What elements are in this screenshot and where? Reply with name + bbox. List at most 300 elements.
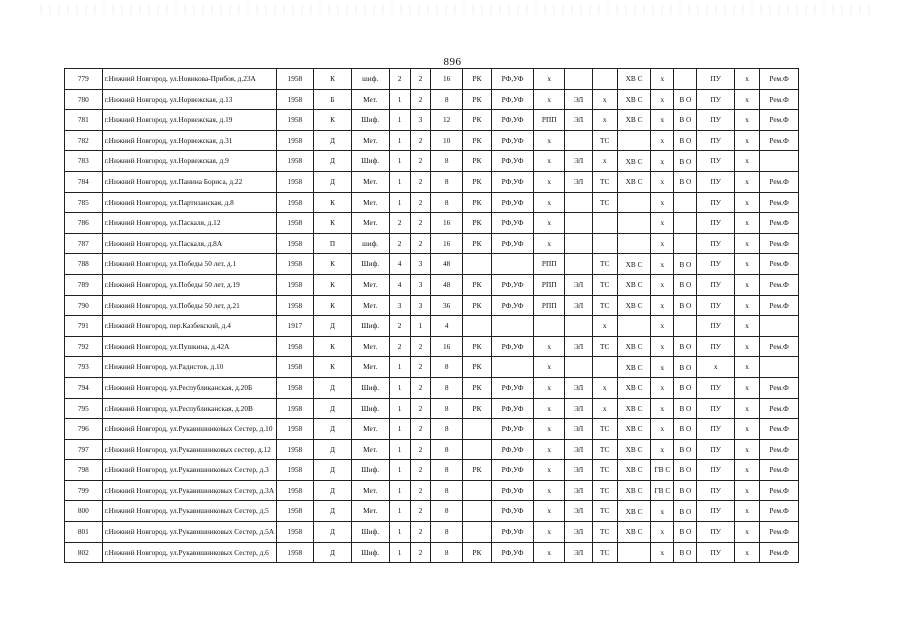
- hot-water-cell: х: [651, 336, 674, 357]
- row-number-cell: 779: [65, 69, 103, 90]
- heating-cell: х: [592, 89, 617, 110]
- hot-water-cell: х: [651, 254, 674, 275]
- wall-material-cell: К: [314, 69, 352, 90]
- apartments-cell: 8: [431, 501, 462, 522]
- table-row: [65, 542, 799, 563]
- year-cell: 1958: [276, 110, 314, 131]
- year-cell: 1958: [276, 274, 314, 295]
- hot-water-cell: х: [651, 377, 674, 398]
- table-row: [65, 151, 799, 172]
- floors-cell: 2: [410, 460, 431, 481]
- metering-cell: ПУ: [697, 89, 735, 110]
- table-row: [65, 522, 799, 543]
- table-row: [65, 192, 799, 213]
- sewerage-cell: В О: [674, 542, 697, 563]
- floors-cell: 2: [410, 480, 431, 501]
- electric-cell: [565, 213, 592, 234]
- electric-cell: [565, 233, 592, 254]
- roof-material-cell: Мет.: [351, 130, 389, 151]
- address-cell: г.Нижний Новгород, ул.Республиканская, д.20Б: [102, 377, 276, 398]
- floors-cell: 3: [410, 110, 431, 131]
- facade-cell: РФ,УФ: [492, 419, 534, 440]
- roof-material-cell: Шиф.: [351, 316, 389, 337]
- repair-fund-cell: [760, 151, 799, 172]
- wall-material-cell: Д: [314, 151, 352, 172]
- apartments-cell: 4: [431, 316, 462, 337]
- row-number-cell: 799: [65, 480, 103, 501]
- apartments-cell: 8: [431, 419, 462, 440]
- metering-cell: ПУ: [697, 171, 735, 192]
- sewerage-cell: В О: [674, 171, 697, 192]
- wall-material-cell: К: [314, 192, 352, 213]
- sewerage-cell: В О: [674, 357, 697, 378]
- sewerage-cell: В О: [674, 419, 697, 440]
- floors-cell: 2: [410, 151, 431, 172]
- entrances-cell: 1: [389, 439, 410, 460]
- heating-cell: ТС: [592, 419, 617, 440]
- entrances-cell: 2: [389, 316, 410, 337]
- row-number-cell: 795: [65, 398, 103, 419]
- sewerage-cell: В О: [674, 336, 697, 357]
- year-cell: 1958: [276, 213, 314, 234]
- rk-cell: [462, 522, 491, 543]
- registry-table: [64, 68, 799, 563]
- cold-water-cell: ХВ С: [617, 274, 651, 295]
- electric-cell: [565, 192, 592, 213]
- wall-material-cell: Д: [314, 542, 352, 563]
- rk-cell: [462, 419, 491, 440]
- wall-material-cell: Д: [314, 522, 352, 543]
- entrances-cell: 1: [389, 171, 410, 192]
- rk-cell: [462, 316, 491, 337]
- floors-cell: 3: [410, 254, 431, 275]
- gas-cell: х: [534, 192, 565, 213]
- hot-water-cell: х: [651, 151, 674, 172]
- repair-fund-cell: Рем.Ф: [760, 89, 799, 110]
- electric-cell: ЭЛ: [565, 89, 592, 110]
- gas-cell: х: [534, 171, 565, 192]
- mark-cell: х: [735, 377, 760, 398]
- entrances-cell: 4: [389, 274, 410, 295]
- wall-material-cell: Б: [314, 89, 352, 110]
- cold-water-cell: ХВ С: [617, 295, 651, 316]
- cold-water-cell: ХВ С: [617, 110, 651, 131]
- repair-fund-cell: [760, 316, 799, 337]
- facade-cell: РФ,УФ: [492, 213, 534, 234]
- mark-cell: х: [735, 316, 760, 337]
- heating-cell: [592, 213, 617, 234]
- table-row: [65, 501, 799, 522]
- mark-cell: х: [735, 398, 760, 419]
- facade-cell: РФ,УФ: [492, 130, 534, 151]
- table-row: [65, 233, 799, 254]
- entrances-cell: 2: [389, 336, 410, 357]
- metering-cell: ПУ: [697, 398, 735, 419]
- facade-cell: РФ,УФ: [492, 110, 534, 131]
- roof-material-cell: Мет.: [351, 501, 389, 522]
- wall-material-cell: Д: [314, 480, 352, 501]
- address-cell: г.Нижний Новгород, ул.Пушкина, д.42А: [102, 336, 276, 357]
- year-cell: 1958: [276, 439, 314, 460]
- metering-cell: ПУ: [697, 501, 735, 522]
- year-cell: 1958: [276, 295, 314, 316]
- heating-cell: [592, 357, 617, 378]
- floors-cell: 2: [410, 398, 431, 419]
- repair-fund-cell: Рем.Ф: [760, 419, 799, 440]
- apartments-cell: 10: [431, 130, 462, 151]
- wall-material-cell: К: [314, 110, 352, 131]
- table-row: [65, 89, 799, 110]
- repair-fund-cell: Рем.Ф: [760, 398, 799, 419]
- metering-cell: ПУ: [697, 480, 735, 501]
- metering-cell: ПУ: [697, 336, 735, 357]
- rk-cell: [462, 439, 491, 460]
- heating-cell: х: [592, 151, 617, 172]
- metering-cell: ПУ: [697, 151, 735, 172]
- sewerage-cell: В О: [674, 501, 697, 522]
- year-cell: 1958: [276, 69, 314, 90]
- repair-fund-cell: [760, 357, 799, 378]
- floors-cell: 2: [410, 171, 431, 192]
- table-row: [65, 357, 799, 378]
- entrances-cell: 2: [389, 69, 410, 90]
- address-cell: г.Нижний Новгород, ул.Рукавишниковых Сестер, д.3А: [102, 480, 276, 501]
- rk-cell: РК: [462, 89, 491, 110]
- hot-water-cell: х: [651, 398, 674, 419]
- apartments-cell: 8: [431, 192, 462, 213]
- apartments-cell: 8: [431, 542, 462, 563]
- sewerage-cell: В О: [674, 130, 697, 151]
- table-row: [65, 460, 799, 481]
- electric-cell: ЭЛ: [565, 336, 592, 357]
- apartments-cell: 16: [431, 233, 462, 254]
- facade-cell: РФ,УФ: [492, 542, 534, 563]
- entrances-cell: 1: [389, 89, 410, 110]
- cold-water-cell: ХВ С: [617, 151, 651, 172]
- repair-fund-cell: Рем.Ф: [760, 233, 799, 254]
- rk-cell: РК: [462, 542, 491, 563]
- roof-material-cell: Шиф.: [351, 110, 389, 131]
- address-cell: г.Нижний Новгород, ул.Панина Бориса, д.22: [102, 171, 276, 192]
- cold-water-cell: [617, 130, 651, 151]
- cold-water-cell: [617, 542, 651, 563]
- heating-cell: х: [592, 110, 617, 131]
- hot-water-cell: х: [651, 171, 674, 192]
- cold-water-cell: ХВ С: [617, 522, 651, 543]
- floors-cell: 1: [410, 316, 431, 337]
- entrances-cell: 1: [389, 151, 410, 172]
- heating-cell: ТС: [592, 460, 617, 481]
- mark-cell: х: [735, 89, 760, 110]
- gas-cell: х: [534, 336, 565, 357]
- facade-cell: РФ,УФ: [492, 398, 534, 419]
- wall-material-cell: Д: [314, 501, 352, 522]
- rk-cell: РК: [462, 192, 491, 213]
- roof-material-cell: Мет.: [351, 439, 389, 460]
- address-cell: г.Нижний Новгород, ул.Республиканская, д.20В: [102, 398, 276, 419]
- floors-cell: 2: [410, 336, 431, 357]
- row-number-cell: 787: [65, 233, 103, 254]
- roof-material-cell: Мет.: [351, 192, 389, 213]
- rk-cell: РК: [462, 151, 491, 172]
- mark-cell: х: [735, 254, 760, 275]
- cold-water-cell: [617, 316, 651, 337]
- gas-cell: РПП: [534, 295, 565, 316]
- electric-cell: [565, 130, 592, 151]
- table-row: [65, 439, 799, 460]
- year-cell: 1958: [276, 542, 314, 563]
- repair-fund-cell: Рем.Ф: [760, 69, 799, 90]
- row-number-cell: 782: [65, 130, 103, 151]
- year-cell: 1958: [276, 233, 314, 254]
- electric-cell: [565, 254, 592, 275]
- gas-cell: РПП: [534, 110, 565, 131]
- gas-cell: х: [534, 398, 565, 419]
- facade-cell: РФ,УФ: [492, 439, 534, 460]
- mark-cell: х: [735, 192, 760, 213]
- rk-cell: РК: [462, 377, 491, 398]
- cold-water-cell: ХВ С: [617, 377, 651, 398]
- floors-cell: 2: [410, 542, 431, 563]
- heating-cell: ТС: [592, 171, 617, 192]
- mark-cell: х: [735, 480, 760, 501]
- year-cell: 1958: [276, 89, 314, 110]
- gas-cell: х: [534, 357, 565, 378]
- facade-cell: РФ,УФ: [492, 501, 534, 522]
- floors-cell: 2: [410, 69, 431, 90]
- apartments-cell: 8: [431, 398, 462, 419]
- year-cell: 1958: [276, 419, 314, 440]
- sewerage-cell: В О: [674, 398, 697, 419]
- roof-material-cell: Мет.: [351, 295, 389, 316]
- apartments-cell: 8: [431, 151, 462, 172]
- roof-material-cell: Мет.: [351, 213, 389, 234]
- sewerage-cell: В О: [674, 295, 697, 316]
- entrances-cell: 1: [389, 377, 410, 398]
- metering-cell: ПУ: [697, 439, 735, 460]
- table-body: [65, 69, 799, 563]
- metering-cell: ПУ: [697, 295, 735, 316]
- electric-cell: ЭЛ: [565, 439, 592, 460]
- mark-cell: х: [735, 336, 760, 357]
- gas-cell: РПП: [534, 254, 565, 275]
- repair-fund-cell: Рем.Ф: [760, 522, 799, 543]
- electric-cell: ЭЛ: [565, 398, 592, 419]
- roof-material-cell: шиф.: [351, 233, 389, 254]
- sewerage-cell: В О: [674, 254, 697, 275]
- address-cell: г.Нижний Новгород, ул.Победы 50 лет, д.21: [102, 295, 276, 316]
- address-cell: г.Нижний Новгород, ул.Победы 50 лет, д.1: [102, 254, 276, 275]
- hot-water-cell: х: [651, 89, 674, 110]
- apartments-cell: 8: [431, 460, 462, 481]
- heating-cell: х: [592, 398, 617, 419]
- row-number-cell: 796: [65, 419, 103, 440]
- rk-cell: РК: [462, 69, 491, 90]
- sewerage-cell: В О: [674, 480, 697, 501]
- table-row: [65, 171, 799, 192]
- table-row: [65, 377, 799, 398]
- gas-cell: х: [534, 89, 565, 110]
- year-cell: 1958: [276, 336, 314, 357]
- year-cell: 1958: [276, 377, 314, 398]
- entrances-cell: 1: [389, 480, 410, 501]
- mark-cell: х: [735, 213, 760, 234]
- cold-water-cell: ХВ С: [617, 439, 651, 460]
- facade-cell: РФ,УФ: [492, 69, 534, 90]
- row-number-cell: 781: [65, 110, 103, 131]
- cold-water-cell: ХВ С: [617, 398, 651, 419]
- sewerage-cell: [674, 69, 697, 90]
- wall-material-cell: Д: [314, 439, 352, 460]
- facade-cell: РФ,УФ: [492, 233, 534, 254]
- hot-water-cell: х: [651, 130, 674, 151]
- metering-cell: ПУ: [697, 69, 735, 90]
- row-number-cell: 789: [65, 274, 103, 295]
- hot-water-cell: х: [651, 522, 674, 543]
- cold-water-cell: ХВ С: [617, 171, 651, 192]
- sewerage-cell: В О: [674, 151, 697, 172]
- facade-cell: РФ,УФ: [492, 377, 534, 398]
- rk-cell: РК: [462, 336, 491, 357]
- floors-cell: 3: [410, 295, 431, 316]
- sewerage-cell: В О: [674, 522, 697, 543]
- roof-material-cell: Шиф.: [351, 522, 389, 543]
- year-cell: 1958: [276, 357, 314, 378]
- metering-cell: ПУ: [697, 377, 735, 398]
- rk-cell: РК: [462, 295, 491, 316]
- entrances-cell: 1: [389, 398, 410, 419]
- wall-material-cell: Д: [314, 460, 352, 481]
- hot-water-cell: х: [651, 357, 674, 378]
- wall-material-cell: Д: [314, 316, 352, 337]
- floors-cell: 2: [410, 357, 431, 378]
- repair-fund-cell: Рем.Ф: [760, 460, 799, 481]
- facade-cell: РФ,УФ: [492, 480, 534, 501]
- mark-cell: х: [735, 522, 760, 543]
- roof-material-cell: Мет.: [351, 357, 389, 378]
- metering-cell: ПУ: [697, 316, 735, 337]
- address-cell: г.Нижний Новгород, ул.Победы 50 лет, д.19: [102, 274, 276, 295]
- hot-water-cell: х: [651, 316, 674, 337]
- repair-fund-cell: Рем.Ф: [760, 213, 799, 234]
- repair-fund-cell: Рем.Ф: [760, 377, 799, 398]
- apartments-cell: 16: [431, 213, 462, 234]
- repair-fund-cell: Рем.Ф: [760, 254, 799, 275]
- gas-cell: х: [534, 542, 565, 563]
- address-cell: г.Нижний Новгород, ул.Новикова-Прибоя, д.23А: [102, 69, 276, 90]
- mark-cell: х: [735, 233, 760, 254]
- entrances-cell: 4: [389, 254, 410, 275]
- electric-cell: ЭЛ: [565, 460, 592, 481]
- mark-cell: х: [735, 419, 760, 440]
- metering-cell: х: [697, 357, 735, 378]
- sewerage-cell: В О: [674, 377, 697, 398]
- facade-cell: РФ,УФ: [492, 171, 534, 192]
- row-number-cell: 783: [65, 151, 103, 172]
- hot-water-cell: х: [651, 213, 674, 234]
- floors-cell: 2: [410, 89, 431, 110]
- heating-cell: ТС: [592, 336, 617, 357]
- table-row: [65, 419, 799, 440]
- heating-cell: ТС: [592, 501, 617, 522]
- facade-cell: РФ,УФ: [492, 192, 534, 213]
- gas-cell: х: [534, 151, 565, 172]
- gas-cell: [534, 316, 565, 337]
- address-cell: г.Нижний Новгород, ул.Рукавишниковых Сестер, д.5А: [102, 522, 276, 543]
- year-cell: 1958: [276, 398, 314, 419]
- apartments-cell: 8: [431, 171, 462, 192]
- hot-water-cell: х: [651, 419, 674, 440]
- apartments-cell: 8: [431, 357, 462, 378]
- facade-cell: РФ,УФ: [492, 89, 534, 110]
- hot-water-cell: х: [651, 110, 674, 131]
- electric-cell: [565, 316, 592, 337]
- row-number-cell: 784: [65, 171, 103, 192]
- rk-cell: [462, 254, 491, 275]
- address-cell: г.Нижний Новгород, ул.Партизанская, д.8: [102, 192, 276, 213]
- apartments-cell: 48: [431, 254, 462, 275]
- row-number-cell: 792: [65, 336, 103, 357]
- row-number-cell: 785: [65, 192, 103, 213]
- entrances-cell: 1: [389, 542, 410, 563]
- facade-cell: [492, 357, 534, 378]
- roof-material-cell: Шиф.: [351, 398, 389, 419]
- table-row: [65, 480, 799, 501]
- hot-water-cell: ГВ С: [651, 460, 674, 481]
- table-row: [65, 69, 799, 90]
- rk-cell: РК: [462, 357, 491, 378]
- repair-fund-cell: Рем.Ф: [760, 171, 799, 192]
- cold-water-cell: [617, 213, 651, 234]
- roof-material-cell: Шиф.: [351, 542, 389, 563]
- roof-material-cell: Мет.: [351, 274, 389, 295]
- row-number-cell: 791: [65, 316, 103, 337]
- wall-material-cell: Д: [314, 171, 352, 192]
- wall-material-cell: Д: [314, 419, 352, 440]
- sewerage-cell: [674, 192, 697, 213]
- floors-cell: 3: [410, 274, 431, 295]
- heating-cell: х: [592, 377, 617, 398]
- cold-water-cell: ХВ С: [617, 254, 651, 275]
- gas-cell: х: [534, 213, 565, 234]
- table-row: [65, 254, 799, 275]
- roof-material-cell: Мет.: [351, 171, 389, 192]
- metering-cell: ПУ: [697, 254, 735, 275]
- heating-cell: [592, 69, 617, 90]
- year-cell: 1958: [276, 171, 314, 192]
- entrances-cell: 2: [389, 233, 410, 254]
- table-row: [65, 398, 799, 419]
- row-number-cell: 790: [65, 295, 103, 316]
- year-cell: 1958: [276, 480, 314, 501]
- repair-fund-cell: Рем.Ф: [760, 336, 799, 357]
- heating-cell: ТС: [592, 254, 617, 275]
- address-cell: г.Нижний Новгород, ул.Рукавишниковых Сестер, д.5: [102, 501, 276, 522]
- metering-cell: ПУ: [697, 419, 735, 440]
- electric-cell: ЭЛ: [565, 522, 592, 543]
- rk-cell: [462, 480, 491, 501]
- row-number-cell: 797: [65, 439, 103, 460]
- rk-cell: РК: [462, 110, 491, 131]
- wall-material-cell: Д: [314, 130, 352, 151]
- table-row: [65, 336, 799, 357]
- cold-water-cell: ХВ С: [617, 336, 651, 357]
- electric-cell: [565, 69, 592, 90]
- electric-cell: ЭЛ: [565, 295, 592, 316]
- entrances-cell: 1: [389, 130, 410, 151]
- heating-cell: ТС: [592, 542, 617, 563]
- roof-material-cell: Мет.: [351, 89, 389, 110]
